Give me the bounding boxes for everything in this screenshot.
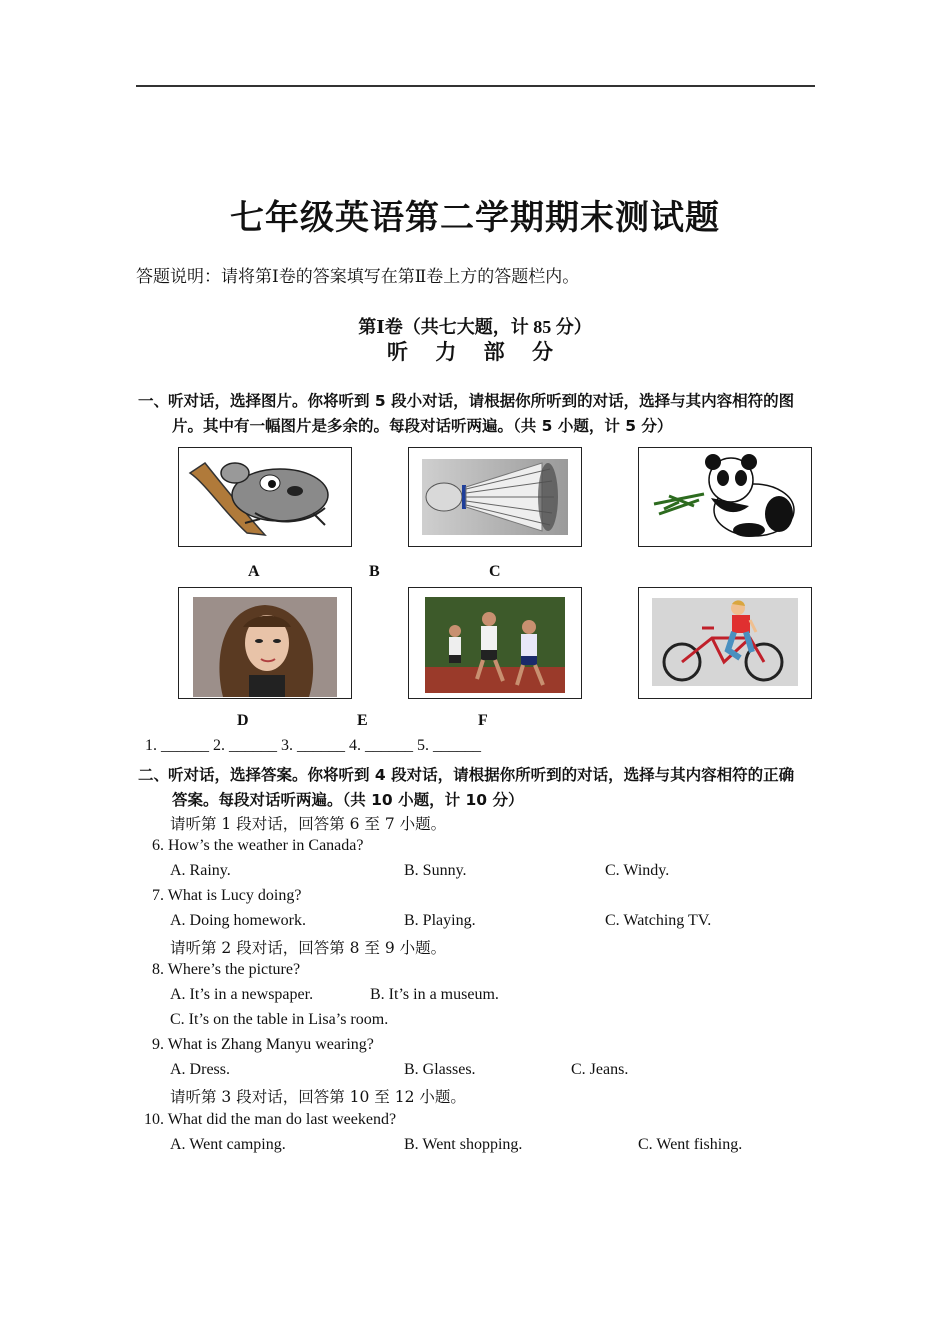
section1-number: 一、 bbox=[138, 392, 170, 410]
section1-line2: 片。其中有一幅图片是多余的。每段对话听两遍。（共 5 小题，计 5 分） bbox=[172, 417, 673, 435]
question-6: 6. How’s the weather in Canada? bbox=[152, 837, 364, 854]
label-f: F bbox=[478, 712, 488, 729]
picture-b bbox=[408, 447, 582, 547]
q9-option-b: B. Glasses. bbox=[404, 1061, 476, 1078]
header-rule bbox=[136, 85, 815, 87]
label-d: D bbox=[237, 712, 249, 729]
volume-heading: 第Ⅰ卷（共七大题，计 85 分） bbox=[358, 317, 592, 337]
section1-line1: 听对话，选择图片。你将听到 5 段小对话，请根据你所听到的对话，选择与其内容相符的图 bbox=[168, 392, 795, 410]
question-10: 10. What did the man do last weekend? bbox=[144, 1111, 397, 1128]
q7-option-a: A. Doing homework. bbox=[170, 912, 306, 929]
q7-option-c: C. Watching TV. bbox=[605, 912, 712, 929]
picture-c bbox=[638, 447, 812, 547]
q10-option-c: C. Went fishing. bbox=[638, 1136, 743, 1153]
question-8: 8. Where’s the picture? bbox=[152, 961, 301, 978]
section1-heading bbox=[138, 389, 828, 439]
koala-icon bbox=[185, 453, 345, 541]
answer-instruction: 答题说明：请将第Ⅰ卷的答案填写在第Ⅱ卷上方的答题栏内。 bbox=[136, 267, 580, 287]
picture-f bbox=[638, 587, 812, 699]
picture-e bbox=[408, 587, 582, 699]
q6-option-b: B. Sunny. bbox=[404, 862, 467, 879]
q9-option-c: C. Jeans. bbox=[571, 1061, 629, 1078]
q8-option-b: B. It’s in a museum. bbox=[370, 986, 499, 1003]
answer-blanks: 1. ______ 2. ______ 3. ______ 4. ______ 5. ______ bbox=[145, 737, 481, 754]
label-e: E bbox=[357, 712, 368, 729]
label-c: C bbox=[489, 563, 501, 580]
girl-portrait-icon bbox=[193, 597, 337, 697]
dialog3-note: 请听第 3 段对话，回答第 10 至 12 小题。 bbox=[170, 1088, 466, 1106]
q7-option-b: B. Playing. bbox=[404, 912, 476, 929]
label-b: B bbox=[369, 563, 380, 580]
question-9: 9. What is Zhang Manyu wearing? bbox=[152, 1036, 374, 1053]
picture-d bbox=[178, 587, 352, 699]
q6-option-c: C. Windy. bbox=[605, 862, 670, 879]
q9-option-a: A. Dress. bbox=[170, 1061, 230, 1078]
section2-line2: 答案。每段对话听两遍。（共 10 小题，计 10 分） bbox=[172, 791, 524, 809]
q10-option-a: A. Went camping. bbox=[170, 1136, 286, 1153]
panda-icon bbox=[649, 454, 799, 538]
shuttlecock-icon bbox=[422, 459, 568, 535]
q6-option-a: A. Rainy. bbox=[170, 862, 231, 879]
page-title: 七年级英语第二学期期末测试题 bbox=[230, 198, 720, 238]
label-a: A bbox=[248, 563, 260, 580]
section2-number: 二、 bbox=[138, 766, 170, 784]
section2-heading bbox=[138, 763, 828, 813]
picture-a bbox=[178, 447, 352, 547]
question-7: 7. What is Lucy doing? bbox=[152, 887, 302, 904]
bicycle-boy-icon bbox=[652, 598, 798, 686]
q8-option-a: A. It’s in a newspaper. bbox=[170, 986, 314, 1003]
dialog1-note: 请听第 1 段对话，回答第 6 至 7 小题。 bbox=[170, 815, 447, 833]
q8-option-c: C. It’s on the table in Lisa’s room. bbox=[170, 1011, 389, 1028]
section2-line1: 听对话，选择答案。你将听到 4 段对话，请根据你所听到的对话，选择与其内容相符的正确 bbox=[168, 766, 795, 784]
dialog2-note: 请听第 2 段对话，回答第 8 至 9 小题。 bbox=[170, 939, 447, 957]
runners-icon bbox=[425, 597, 565, 693]
part-heading: 听 力 部 分 bbox=[387, 340, 563, 364]
q10-option-b: B. Went shopping. bbox=[404, 1136, 523, 1153]
